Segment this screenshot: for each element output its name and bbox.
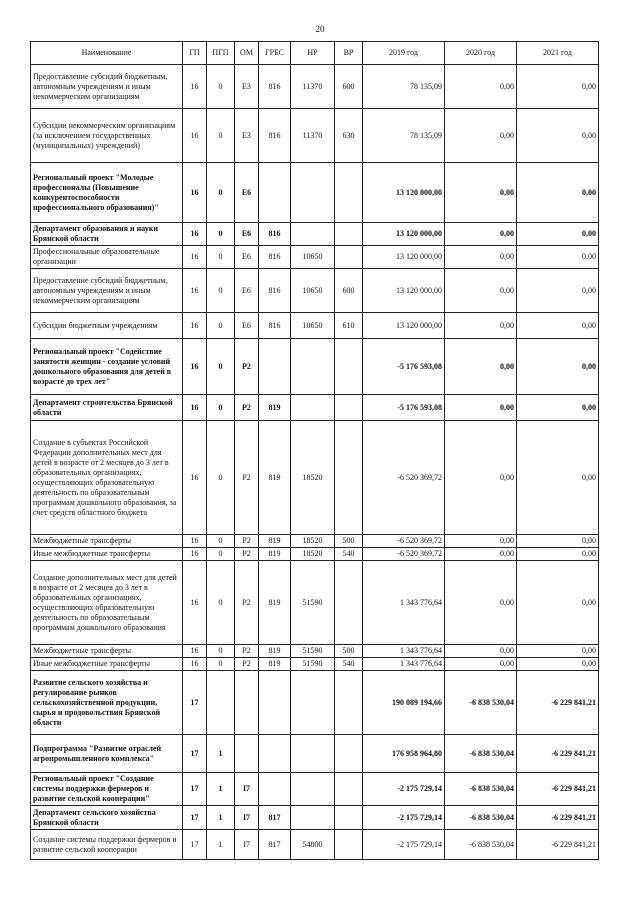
- cell-y2019: 1 343 776,64: [363, 658, 445, 671]
- header-pgp: ПГП: [207, 42, 235, 65]
- cell-name: Субсидии некоммерческим организациям (за исключением государственных (муниципальных) учреждений): [31, 109, 183, 163]
- cell-y2021: 0,00: [517, 269, 599, 313]
- cell-y2019: -2 175 729,14: [363, 806, 445, 830]
- cell-vr: [335, 735, 363, 773]
- cell-y2019: -6 520 369,72: [363, 421, 445, 535]
- cell-y2019: 1 343 776,64: [363, 645, 445, 658]
- table-row: [31, 645, 599, 658]
- cell-y2019: 78 135,09: [363, 109, 445, 163]
- cell-om: E6: [235, 313, 259, 339]
- cell-y2020: 0,00: [445, 339, 517, 395]
- cell-grbs: 819: [259, 421, 291, 535]
- cell-vr: [335, 395, 363, 421]
- table-row: [31, 535, 599, 548]
- cell-gp: 16: [183, 421, 207, 535]
- cell-gp: 17: [183, 773, 207, 806]
- cell-y2020: -6 838 530,04: [445, 773, 517, 806]
- cell-grbs: 816: [259, 223, 291, 246]
- cell-vr: [335, 421, 363, 535]
- cell-y2020: 0,00: [445, 561, 517, 645]
- cell-y2021: 0,00: [517, 246, 599, 269]
- header-vr: ВР: [335, 42, 363, 65]
- table-row: [31, 65, 599, 109]
- cell-om: I7: [235, 806, 259, 830]
- cell-pgp: 1: [207, 806, 235, 830]
- cell-vr: 600: [335, 65, 363, 109]
- header-2020: 2020 год: [445, 42, 517, 65]
- cell-name: Создание в субъектах Российской Федерации дополнительных мест для детей в возрасте от 2 месяцев до 3 лет в образовательных организациях, осуществляющих образовательную деятельность по образовательным программам дошкольного образования, за счет средств областного бюджета: [31, 421, 183, 535]
- cell-om: E3: [235, 109, 259, 163]
- header-name: Наименование: [31, 42, 183, 65]
- cell-nr: [291, 806, 335, 830]
- cell-nr: 11370: [291, 109, 335, 163]
- cell-y2020: -6 838 530,04: [445, 735, 517, 773]
- cell-pgp: [207, 671, 235, 735]
- cell-y2019: 78 135,09: [363, 65, 445, 109]
- cell-pgp: 0: [207, 109, 235, 163]
- cell-om: P2: [235, 658, 259, 671]
- cell-grbs: 816: [259, 313, 291, 339]
- cell-gp: 16: [183, 313, 207, 339]
- cell-y2021: -6 229 841,21: [517, 773, 599, 806]
- cell-pgp: 0: [207, 163, 235, 223]
- header-gp: ГП: [183, 42, 207, 65]
- cell-pgp: 0: [207, 535, 235, 548]
- cell-y2021: -6 229 841,21: [517, 806, 599, 830]
- cell-om: [235, 735, 259, 773]
- cell-vr: [335, 773, 363, 806]
- cell-gp: 16: [183, 269, 207, 313]
- cell-nr: [291, 339, 335, 395]
- cell-y2021: 0,00: [517, 421, 599, 535]
- cell-y2021: -6 229 841,21: [517, 671, 599, 735]
- cell-y2021: 0,00: [517, 548, 599, 561]
- cell-name: Иные межбюджетные трансферты: [31, 548, 183, 561]
- table-row: [31, 806, 599, 830]
- cell-name: Субсидии бюджетным учреждениям: [31, 313, 183, 339]
- header-grbs: ГРБС: [259, 42, 291, 65]
- table-row: [31, 735, 599, 773]
- cell-pgp: 0: [207, 421, 235, 535]
- cell-vr: 540: [335, 548, 363, 561]
- cell-y2019: -2 175 729,14: [363, 773, 445, 806]
- cell-pgp: 0: [207, 339, 235, 395]
- cell-om: P2: [235, 535, 259, 548]
- cell-gp: 16: [183, 65, 207, 109]
- cell-om: E6: [235, 163, 259, 223]
- cell-grbs: [259, 773, 291, 806]
- cell-y2021: 0,00: [517, 395, 599, 421]
- cell-name: Региональный проект "Молодые профессионалы (Повышение конкурентоспособности профессионального образования)": [31, 163, 183, 223]
- table-row: [31, 548, 599, 561]
- cell-om: P2: [235, 561, 259, 645]
- cell-nr: [291, 735, 335, 773]
- table-row: [31, 395, 599, 421]
- cell-gp: 17: [183, 735, 207, 773]
- cell-y2020: 0,00: [445, 645, 517, 658]
- cell-name: Предоставление субсидий бюджетным, автономным учреждениям и иным некоммерческим организациям: [31, 269, 183, 313]
- cell-nr: 51590: [291, 561, 335, 645]
- cell-y2019: -2 175 729,14: [363, 830, 445, 860]
- cell-nr: 10650: [291, 269, 335, 313]
- cell-vr: [335, 339, 363, 395]
- cell-gp: 16: [183, 395, 207, 421]
- cell-y2019: 13 120 000,00: [363, 269, 445, 313]
- cell-grbs: 817: [259, 806, 291, 830]
- cell-y2019: 13 120 000,00: [363, 246, 445, 269]
- cell-vr: 540: [335, 658, 363, 671]
- cell-om: E6: [235, 223, 259, 246]
- cell-name: Департамент образования и науки Брянской области: [31, 223, 183, 246]
- table-row: [31, 339, 599, 395]
- header-nr: НР: [291, 42, 335, 65]
- cell-vr: [335, 561, 363, 645]
- table-header-row: [31, 42, 599, 65]
- cell-grbs: 819: [259, 658, 291, 671]
- cell-om: [235, 671, 259, 735]
- cell-y2020: 0,00: [445, 548, 517, 561]
- cell-y2020: -6 838 530,04: [445, 671, 517, 735]
- cell-grbs: 816: [259, 269, 291, 313]
- cell-gp: 16: [183, 561, 207, 645]
- cell-gp: 17: [183, 806, 207, 830]
- cell-name: Профессиональные образовательные организации: [31, 246, 183, 269]
- cell-pgp: 0: [207, 548, 235, 561]
- table-row: [31, 269, 599, 313]
- page-number: 20: [315, 24, 325, 34]
- cell-pgp: 0: [207, 246, 235, 269]
- table-row: [31, 658, 599, 671]
- cell-grbs: 819: [259, 548, 291, 561]
- cell-y2021: 0,00: [517, 645, 599, 658]
- cell-name: Департамент строительства Брянской области: [31, 395, 183, 421]
- cell-y2020: 0,00: [445, 658, 517, 671]
- cell-gp: 16: [183, 246, 207, 269]
- budget-table: [30, 41, 599, 860]
- header-om: ОМ: [235, 42, 259, 65]
- table-row: [31, 671, 599, 735]
- cell-pgp: 0: [207, 395, 235, 421]
- cell-gp: 17: [183, 671, 207, 735]
- cell-nr: 51590: [291, 645, 335, 658]
- cell-name: Департамент сельского хозяйства Брянской области: [31, 806, 183, 830]
- cell-pgp: 0: [207, 223, 235, 246]
- cell-grbs: [259, 735, 291, 773]
- cell-grbs: 816: [259, 246, 291, 269]
- cell-y2020: 0,00: [445, 65, 517, 109]
- cell-pgp: 1: [207, 735, 235, 773]
- table-row: [31, 773, 599, 806]
- cell-y2019: 13 120 000,00: [363, 163, 445, 223]
- cell-y2021: 0,00: [517, 109, 599, 163]
- cell-y2020: 0,00: [445, 421, 517, 535]
- cell-vr: 610: [335, 313, 363, 339]
- cell-vr: 600: [335, 269, 363, 313]
- cell-gp: 16: [183, 535, 207, 548]
- cell-gp: 16: [183, 658, 207, 671]
- cell-y2019: 1 343 776,64: [363, 561, 445, 645]
- cell-y2020: 0,00: [445, 395, 517, 421]
- cell-vr: [335, 806, 363, 830]
- cell-nr: 54800: [291, 830, 335, 860]
- cell-y2020: 0,00: [445, 269, 517, 313]
- cell-y2021: 0,00: [517, 561, 599, 645]
- cell-gp: 16: [183, 548, 207, 561]
- cell-grbs: 817: [259, 830, 291, 860]
- table-row: [31, 830, 599, 860]
- cell-om: P2: [235, 395, 259, 421]
- cell-name: Создание дополнительных мест для детей в возрасте от 2 месяцев до 3 лет в образовательных организациях, осуществляющих образовательную деятельность по образовательным программам дошкольного образования: [31, 561, 183, 645]
- cell-name: Развитие сельского хозяйства и регулирование рынков сельскохозяйственной продукции, сырья и продовольствия Брянской области: [31, 671, 183, 735]
- cell-y2020: 0,00: [445, 109, 517, 163]
- cell-pgp: 0: [207, 313, 235, 339]
- cell-y2021: 0,00: [517, 65, 599, 109]
- cell-y2021: 0,00: [517, 339, 599, 395]
- cell-pgp: 0: [207, 269, 235, 313]
- cell-gp: 17: [183, 830, 207, 860]
- cell-y2019: -5 176 593,08: [363, 339, 445, 395]
- table-row: [31, 163, 599, 223]
- cell-y2021: -6 229 841,21: [517, 735, 599, 773]
- cell-vr: [335, 163, 363, 223]
- cell-y2021: 0,00: [517, 535, 599, 548]
- cell-pgp: 0: [207, 645, 235, 658]
- cell-y2020: 0,00: [445, 163, 517, 223]
- cell-y2020: -6 838 530,04: [445, 806, 517, 830]
- cell-pgp: 0: [207, 65, 235, 109]
- cell-name: Предоставление субсидий бюджетным, автономным учреждениям и иным некоммерческим организациям: [31, 65, 183, 109]
- cell-grbs: 819: [259, 395, 291, 421]
- table-row: [31, 223, 599, 246]
- cell-nr: 18520: [291, 548, 335, 561]
- cell-grbs: 816: [259, 65, 291, 109]
- cell-y2019: -6 520 369,72: [363, 535, 445, 548]
- cell-name: Межбюджетные трансферты: [31, 645, 183, 658]
- cell-om: I7: [235, 773, 259, 806]
- header-2021: 2021 год: [517, 42, 599, 65]
- cell-name: Региональный проект "Создание системы поддержки фермеров и развитие сельской кооперации": [31, 773, 183, 806]
- cell-om: E6: [235, 246, 259, 269]
- cell-name: Создание системы поддержки фермеров и развитие сельской кооперации: [31, 830, 183, 860]
- cell-nr: [291, 223, 335, 246]
- cell-grbs: 816: [259, 109, 291, 163]
- cell-y2021: 0,00: [517, 313, 599, 339]
- cell-vr: 500: [335, 535, 363, 548]
- cell-name: Иные межбюджетные трансферты: [31, 658, 183, 671]
- cell-y2019: -6 520 369,72: [363, 548, 445, 561]
- cell-pgp: 1: [207, 773, 235, 806]
- header-2019: 2019 год: [363, 42, 445, 65]
- cell-nr: [291, 395, 335, 421]
- cell-nr: 10650: [291, 313, 335, 339]
- cell-y2019: -5 176 593,08: [363, 395, 445, 421]
- cell-nr: 10650: [291, 246, 335, 269]
- cell-grbs: [259, 163, 291, 223]
- cell-grbs: 819: [259, 561, 291, 645]
- cell-vr: 500: [335, 645, 363, 658]
- cell-grbs: [259, 339, 291, 395]
- cell-y2019: 13 120 000,00: [363, 313, 445, 339]
- cell-y2020: -6 838 530,04: [445, 830, 517, 860]
- cell-gp: 16: [183, 109, 207, 163]
- cell-om: P2: [235, 645, 259, 658]
- cell-om: P2: [235, 548, 259, 561]
- cell-gp: 16: [183, 163, 207, 223]
- cell-y2021: -6 229 841,21: [517, 830, 599, 860]
- cell-name: Региональный проект "Содействие занятости женщин - создание условий дошкольного образования для детей в возрасте до трех лет": [31, 339, 183, 395]
- cell-name: Подпрограмма "Развитие отраслей агропромышленного комплекса": [31, 735, 183, 773]
- cell-vr: [335, 223, 363, 246]
- cell-vr: [335, 830, 363, 860]
- table-row: [31, 313, 599, 339]
- cell-om: E3: [235, 65, 259, 109]
- cell-y2020: 0,00: [445, 313, 517, 339]
- cell-vr: [335, 671, 363, 735]
- cell-grbs: [259, 671, 291, 735]
- cell-om: P2: [235, 421, 259, 535]
- table-row: [31, 246, 599, 269]
- cell-gp: 16: [183, 223, 207, 246]
- cell-pgp: 0: [207, 658, 235, 671]
- cell-pgp: 0: [207, 561, 235, 645]
- cell-grbs: 819: [259, 535, 291, 548]
- cell-y2020: 0,00: [445, 246, 517, 269]
- cell-y2019: 190 089 194,66: [363, 671, 445, 735]
- cell-gp: 16: [183, 339, 207, 395]
- cell-pgp: 1: [207, 830, 235, 860]
- cell-y2019: 176 958 964,80: [363, 735, 445, 773]
- cell-y2021: 0,00: [517, 163, 599, 223]
- table-row: [31, 561, 599, 645]
- cell-nr: 51590: [291, 658, 335, 671]
- cell-y2019: 13 120 000,00: [363, 223, 445, 246]
- cell-grbs: 819: [259, 645, 291, 658]
- cell-nr: 11370: [291, 65, 335, 109]
- cell-y2020: 0,00: [445, 535, 517, 548]
- cell-nr: 18520: [291, 421, 335, 535]
- cell-nr: [291, 163, 335, 223]
- cell-om: E6: [235, 269, 259, 313]
- cell-vr: [335, 246, 363, 269]
- cell-y2020: 0,00: [445, 223, 517, 246]
- cell-gp: 16: [183, 645, 207, 658]
- cell-nr: [291, 773, 335, 806]
- cell-y2021: 0,00: [517, 223, 599, 246]
- cell-nr: 18520: [291, 535, 335, 548]
- cell-name: Межбюджетные трансферты: [31, 535, 183, 548]
- cell-y2021: 0,00: [517, 658, 599, 671]
- table-row: [31, 109, 599, 163]
- cell-nr: [291, 671, 335, 735]
- table-row: [31, 421, 599, 535]
- cell-om: I7: [235, 830, 259, 860]
- cell-om: P2: [235, 339, 259, 395]
- cell-vr: 630: [335, 109, 363, 163]
